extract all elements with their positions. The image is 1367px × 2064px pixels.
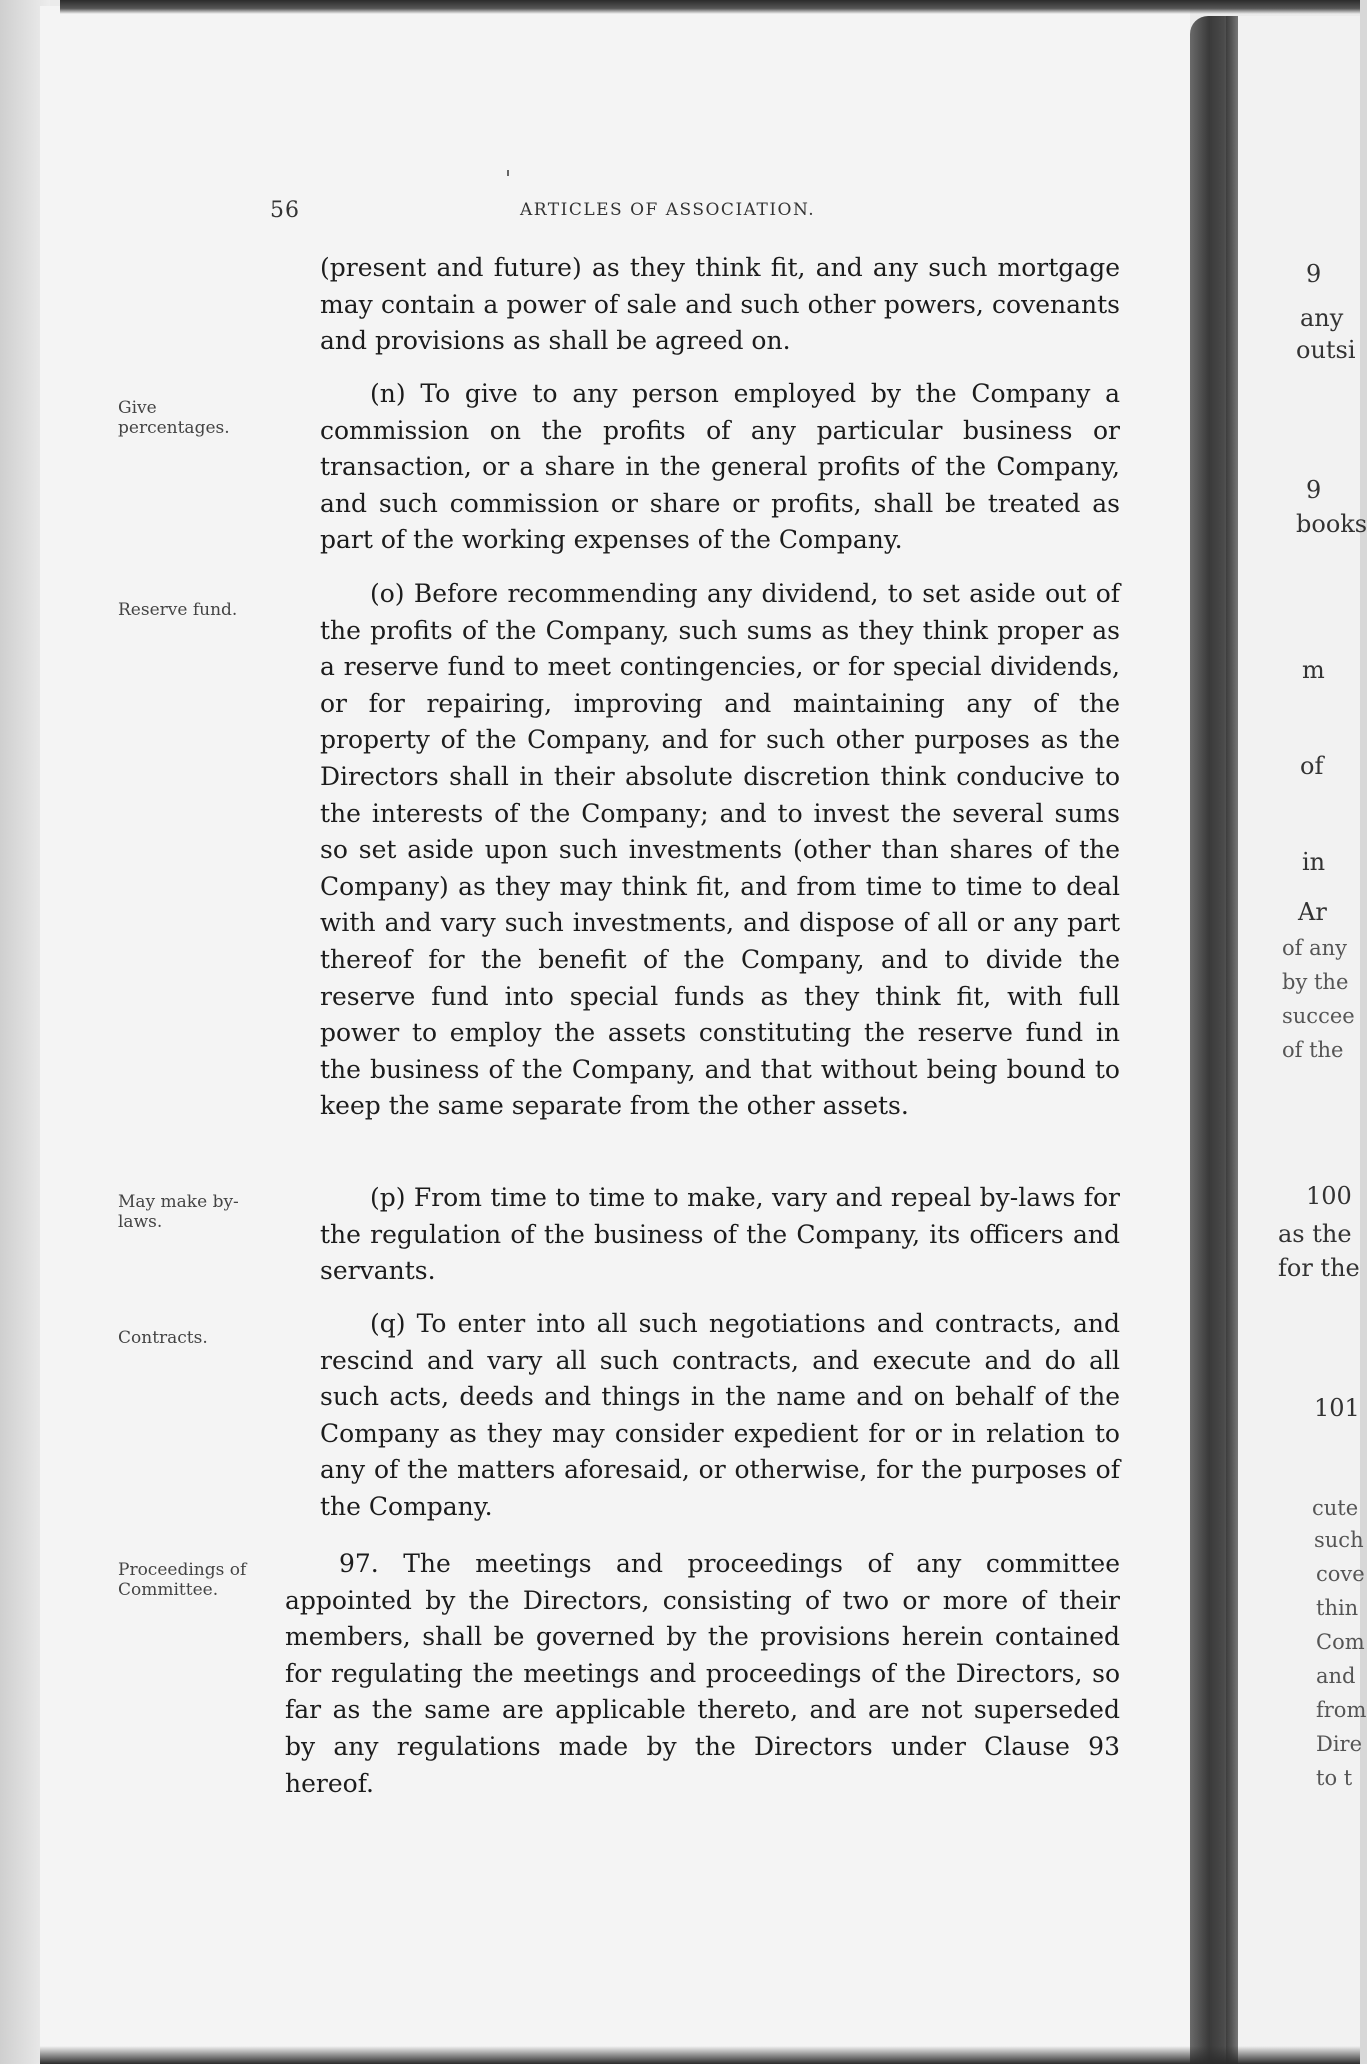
facing-page-fragment: thin — [1316, 1596, 1359, 1620]
book-gutter — [1190, 16, 1238, 2064]
top-page-edge — [60, 0, 1360, 14]
paragraph-o: (o) Before recommending any dividend, to set aside out of the profits of the Company, such sums as they think proper as a reserve fund to meet contingencies, or for special dividends, or for repairing, improving and maintaining any of the property of the Company, and for such other purposes as the Directors shall in their absolute discretion think conducive to the interests of the Company; and to invest the several sums so set aside upon such investments (other than shares of the Company) as they may think fit, and from time to time to deal with and vary such investments, and dispose of all or any part thereof for the benefit of the Company, and to divide the reserve fund into special funds as they think fit, with full power to employ the assets constituting the reserve fund in the business of the Company, and that without being bound to keep the same separate from the other assets. — [320, 579, 1120, 1121]
facing-page-fragment: any — [1300, 304, 1344, 332]
facing-page-fragment: Dire — [1316, 1732, 1363, 1756]
margin-note-proceedings-of-committee: Proceedings of Committee. — [118, 1560, 247, 1600]
facing-page-fragment: by the — [1282, 970, 1349, 994]
facing-page-fragment: as the — [1278, 1220, 1352, 1248]
facing-page-fragment: from — [1316, 1698, 1367, 1722]
facing-page-fragment: 100 — [1306, 1182, 1352, 1210]
running-head — [270, 198, 1120, 228]
facing-page-fragment: m — [1302, 656, 1325, 684]
facing-page-fragment: 9 — [1306, 260, 1322, 288]
facing-page-fragment: such — [1314, 1528, 1364, 1552]
facing-page-fragment: in — [1302, 848, 1326, 876]
running-title: ARTICLES OF ASSOCIATION. — [520, 200, 816, 220]
facing-page-fragment: Com — [1316, 1630, 1365, 1654]
facing-page-fragment: of — [1300, 752, 1324, 780]
paragraph-n: (n) To give to any person employed by the Company a commission on the profits of any particular business or transaction, or a share in the general profits of the Company, and such commission or share or profits, shall be treated as part of the working expenses of the Company. — [320, 379, 1120, 555]
margin-note-reserve-fund: Reserve fund. — [118, 600, 238, 620]
facing-page-fragment: to t — [1316, 1766, 1353, 1790]
facing-page-edge — [1238, 16, 1367, 2064]
margin-note-give-percentages: Give percentages. — [118, 398, 230, 438]
paragraph-q: (q) To enter into all such negotiations and contracts, and rescind and vary all such contracts, and execute and do all such acts, deeds and things in the name and on behalf of the Company as they may consider expedient for or in relation to any of the matters aforesaid, or otherwise, for the purposes of the Company. — [320, 1309, 1120, 1521]
facing-page-fragment: books — [1296, 510, 1367, 538]
facing-page-fragment: 101 — [1314, 1394, 1360, 1422]
facing-page-fragment: for the — [1278, 1254, 1360, 1282]
facing-page-fragment: outsi — [1296, 336, 1356, 364]
paragraph-m-continued: (present and future) as they think fit, and any such mortgage may contain a power of sale and such other powers, covenants and provisions as shall be agreed on. — [320, 253, 1120, 356]
facing-page-fragment: cute — [1312, 1496, 1359, 1520]
facing-page-fragment: and — [1316, 1664, 1356, 1688]
facing-page-fragment: succee — [1282, 1004, 1355, 1028]
margin-note-may-make-by-laws: May make by-laws. — [118, 1192, 239, 1232]
facing-page-fragment: 9 — [1306, 476, 1322, 504]
page-number: 56 — [270, 198, 300, 223]
facing-page-fragment: cove — [1316, 1562, 1365, 1586]
facing-page-fragment: of the — [1282, 1038, 1344, 1062]
print-mark — [507, 170, 509, 176]
facing-page-fragment: Ar — [1298, 898, 1327, 926]
article-97: 97. The meetings and proceedings of any committee appointed by the Directors, consisting of two or more of their members, shall be governed by the provisions herein contained for regulating the meetings and proceedings of the Directors, so far as the same are applicable thereto, and are not superseded by any regulations made by the Directors under Clause 93 hereof. — [285, 1549, 1120, 1798]
paragraph-p: (p) From time to time to make, vary and repeal by-laws for the regulation of the business of the Company, its officers and servants. — [320, 1183, 1120, 1286]
bottom-page-edge — [40, 2046, 1360, 2064]
facing-page-fragment: of any — [1282, 936, 1347, 960]
margin-note-contracts: Contracts. — [118, 1328, 208, 1348]
